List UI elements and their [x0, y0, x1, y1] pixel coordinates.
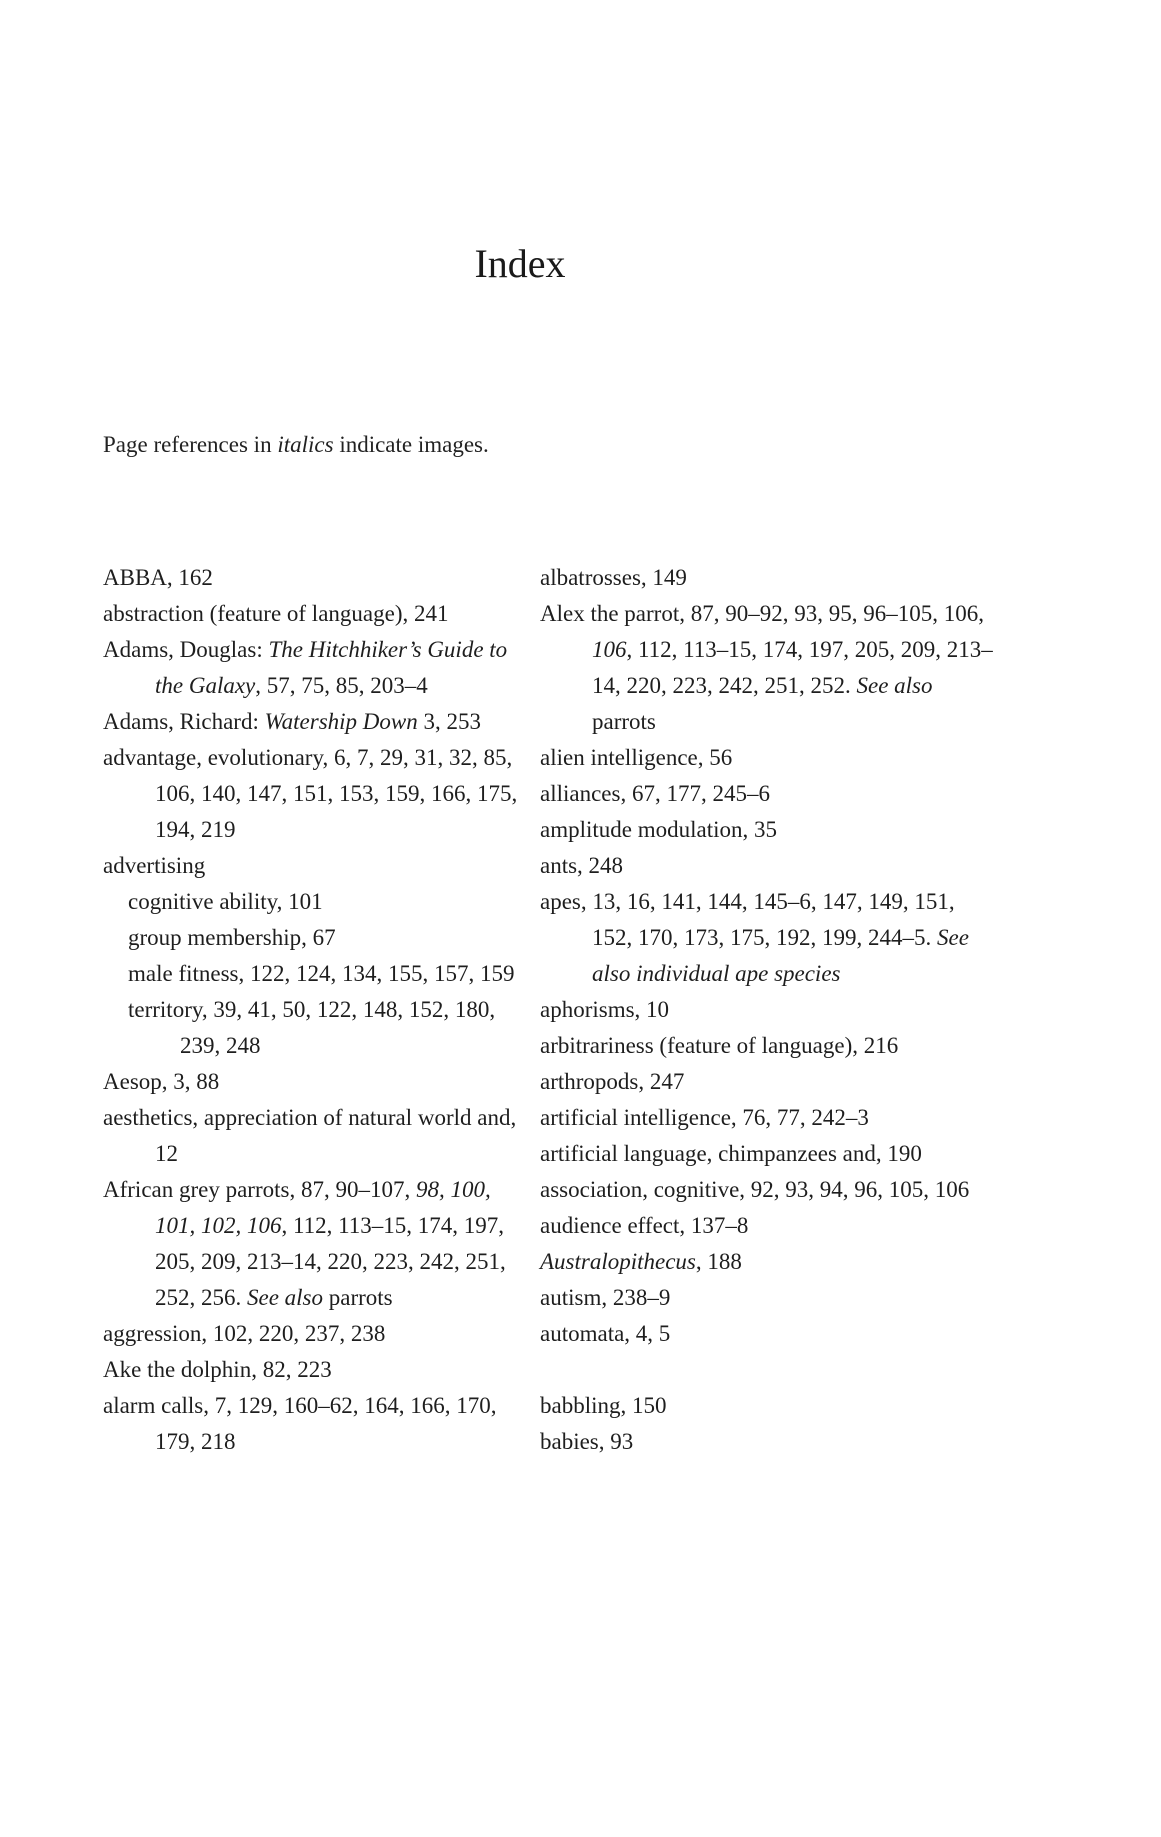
entry-text: artificial intelligence, 76, 77, 242–3 [540, 1105, 869, 1130]
entry-text: Adams, Richard: [103, 709, 265, 734]
entry-text: alien intelligence, 56 [540, 745, 733, 770]
entry-see-also-target: parrots [592, 709, 656, 734]
entry-text: Ake the dolphin, 82, 223 [103, 1357, 332, 1382]
entry-text: Adams, Douglas: [103, 637, 269, 662]
entry-text: babies, 93 [540, 1429, 634, 1454]
index-entry [540, 884, 995, 992]
entry-page-refs: , 188 [695, 1249, 742, 1274]
entry-text: ABBA, 162 [103, 565, 213, 590]
index-entry [540, 560, 995, 596]
index-entry [540, 740, 995, 776]
entry-italic-text: Australopithecus [540, 1249, 696, 1274]
index-entry [540, 848, 995, 884]
index-entry [103, 848, 533, 884]
entry-see-also: See also [247, 1285, 324, 1310]
index-entry [103, 560, 533, 596]
index-entry [103, 1388, 533, 1460]
index-entry [540, 992, 995, 1028]
entry-see-also: See also [856, 673, 933, 698]
index-entry [103, 632, 533, 704]
index-entry [103, 596, 533, 632]
index-subentry [103, 884, 533, 920]
index-column-right [540, 560, 995, 1460]
index-entry [540, 596, 995, 740]
entry-page-refs: , 112, 113–15, 174, 197, 205, 209, 213–14, 220, 223, 242, 251, 252, 256. [155, 1213, 506, 1310]
index-entry [540, 1316, 995, 1352]
entry-italic-text: The Hitchhiker’s Guide to the Galaxy [155, 637, 508, 698]
entry-text: advertising [103, 853, 206, 878]
entry-text: territory, 39, 41, 50, 122, 148, 152, 180, 239, 248 [128, 997, 496, 1058]
page-title: Index [474, 241, 566, 286]
entry-text: arthropods, 247 [540, 1069, 685, 1094]
entry-text: group membership, 67 [128, 925, 336, 950]
entry-text: cognitive ability, 101 [128, 889, 323, 914]
index-entry [540, 1100, 995, 1136]
entry-text: Aesop, 3, 88 [103, 1069, 220, 1094]
index-entry [540, 776, 995, 812]
entry-text: aphorisms, 10 [540, 997, 670, 1022]
index-entry [540, 1172, 995, 1208]
index-entry [540, 1244, 995, 1280]
note-text-after: indicate images. [333, 432, 489, 457]
entry-text: babbling, 150 [540, 1393, 667, 1418]
index-entry [540, 1064, 995, 1100]
index-entry [540, 1208, 995, 1244]
index-entry [103, 1064, 533, 1100]
entry-text: automata, 4, 5 [540, 1321, 671, 1346]
entry-text: alarm calls, 7, 129, 160–62, 164, 166, 170, 179, 218 [103, 1393, 497, 1454]
index-entry [103, 1316, 533, 1352]
entry-see-also: See also individual ape species [592, 925, 969, 986]
index-entry [103, 740, 533, 848]
entry-text: albatrosses, 149 [540, 565, 687, 590]
entry-text: apes, 13, 16, 141, 144, 145–6, 147, 149, 151, 152, 170, 173, 175, 192, 199, 244–5. [540, 889, 955, 950]
entry-text: amplitude modulation, 35 [540, 817, 777, 842]
entry-text: arbitrariness (feature of language), 216 [540, 1033, 899, 1058]
entry-text: male fitness, 122, 124, 134, 155, 157, 159 [128, 961, 515, 986]
entry-see-also-target: parrots [323, 1285, 393, 1310]
entry-text: abstraction (feature of language), 241 [103, 601, 449, 626]
entry-text: Alex the parrot, 87, 90–92, 93, 95, 96–105, 106, [540, 601, 984, 626]
entry-text: audience effect, 137–8 [540, 1213, 749, 1238]
index-entry [540, 1424, 995, 1460]
index-entry [540, 1280, 995, 1316]
entry-text: ants, 248 [540, 853, 624, 878]
entry-text: advantage, evolutionary, 6, 7, 29, 31, 32, 85, 106, 140, 147, 151, 153, 159, 166, 175, 194, 219 [103, 745, 518, 842]
entry-text: autism, 238–9 [540, 1285, 671, 1310]
index-column-left [103, 560, 533, 1460]
entry-text: aggression, 102, 220, 237, 238 [103, 1321, 386, 1346]
entry-italic-text: Watership Down [264, 709, 418, 734]
index-entry [103, 704, 533, 740]
entry-text: African grey parrots, 87, 90–107, [103, 1177, 416, 1202]
entry-text: association, cognitive, 92, 93, 94, 96, 105, 106 [540, 1177, 970, 1202]
index-entry [540, 812, 995, 848]
index-entry [103, 1100, 533, 1172]
entry-page-refs: 3, 253 [417, 709, 481, 734]
entry-text: alliances, 67, 177, 245–6 [540, 781, 770, 806]
entry-italic-text: 106 [592, 637, 627, 662]
entry-page-refs: , 112, 113–15, 174, 197, 205, 209, 213–14, 220, 223, 242, 251, 252. [592, 637, 993, 698]
entry-page-refs: , 57, 75, 85, 203–4 [255, 673, 428, 698]
index-entry [540, 1028, 995, 1064]
entry-text: artificial language, chimpanzees and, 190 [540, 1141, 922, 1166]
index-subentry [103, 956, 533, 992]
index-entry [103, 1352, 533, 1388]
italics-note [103, 432, 489, 458]
entry-italic-text: 98, 100, 101, 102, 106 [155, 1177, 491, 1238]
index-subentry [103, 920, 533, 956]
note-italic-word: italics [277, 432, 334, 457]
entry-text: aesthetics, appreciation of natural world and, 12 [103, 1105, 517, 1166]
index-entry [540, 1136, 995, 1172]
index-subentry [103, 992, 533, 1064]
index-entry [103, 1172, 533, 1316]
index-entry [540, 1388, 995, 1424]
note-text-before: Page references in [103, 432, 278, 457]
